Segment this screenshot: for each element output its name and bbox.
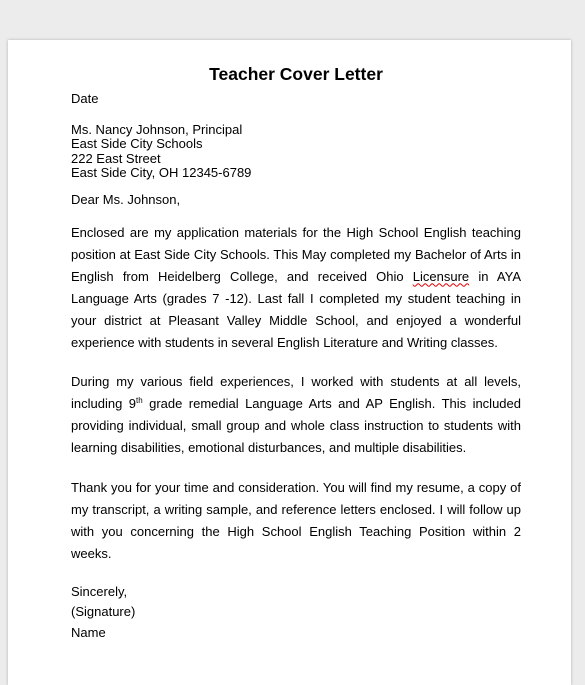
document-page <box>8 40 571 685</box>
paragraph-2-text-b: grade remedial Language Arts and AP English. This included providing individual, small group and whole class instruction to students with learning disabilities, emotional disturbances, and multiple disabilities. <box>71 395 521 455</box>
closing-block <box>71 582 521 644</box>
recipient-name: Ms. Nancy Johnson, Principal <box>71 121 243 137</box>
valediction: Sincerely, <box>71 583 128 599</box>
paragraph-3: Thank you for your time and consideration. You will find my resume, a copy of my transcript, a writing sample, and reference letters enclosed. I will follow up with you concerning the High School English Teaching Position within 2 weeks. <box>71 479 521 561</box>
document-title: Teacher Cover Letter <box>209 64 383 84</box>
salutation: Dear Ms. Johnson, <box>71 191 181 207</box>
paragraph-2 <box>71 371 521 459</box>
paragraph-2-text-a: During my various field experiences, I worked with students at all levels, including 9 <box>71 373 521 411</box>
ordinal-superscript: th <box>135 395 143 405</box>
signature-placeholder: (Signature) <box>71 604 136 620</box>
paragraph-1-text-b: in AYA Language Arts (grades 7 -12). Last fall I completed my student teaching in your district at Pleasant Valley Middle School, and enjoyed a wonderful experience with students in several English Literature and Writing classes. <box>71 268 521 350</box>
paragraph-1-text-a: Enclosed are my application materials for the High School English teaching position at East Side City Schools. This May completed my Bachelor of Arts in English from Heidelberg College, and received Ohio <box>71 224 521 284</box>
paragraph-1 <box>71 222 521 354</box>
recipient-city: East Side City, OH 12345-6789 <box>71 165 252 181</box>
recipient-organization: East Side City Schools <box>71 136 203 152</box>
letter-body <box>71 64 521 643</box>
spellcheck-flagged-word[interactable]: Licensure <box>412 268 470 284</box>
sender-name: Name <box>71 624 106 640</box>
date-line: Date <box>71 91 99 106</box>
recipient-address <box>71 123 521 181</box>
recipient-street: 222 East Street <box>71 150 161 166</box>
